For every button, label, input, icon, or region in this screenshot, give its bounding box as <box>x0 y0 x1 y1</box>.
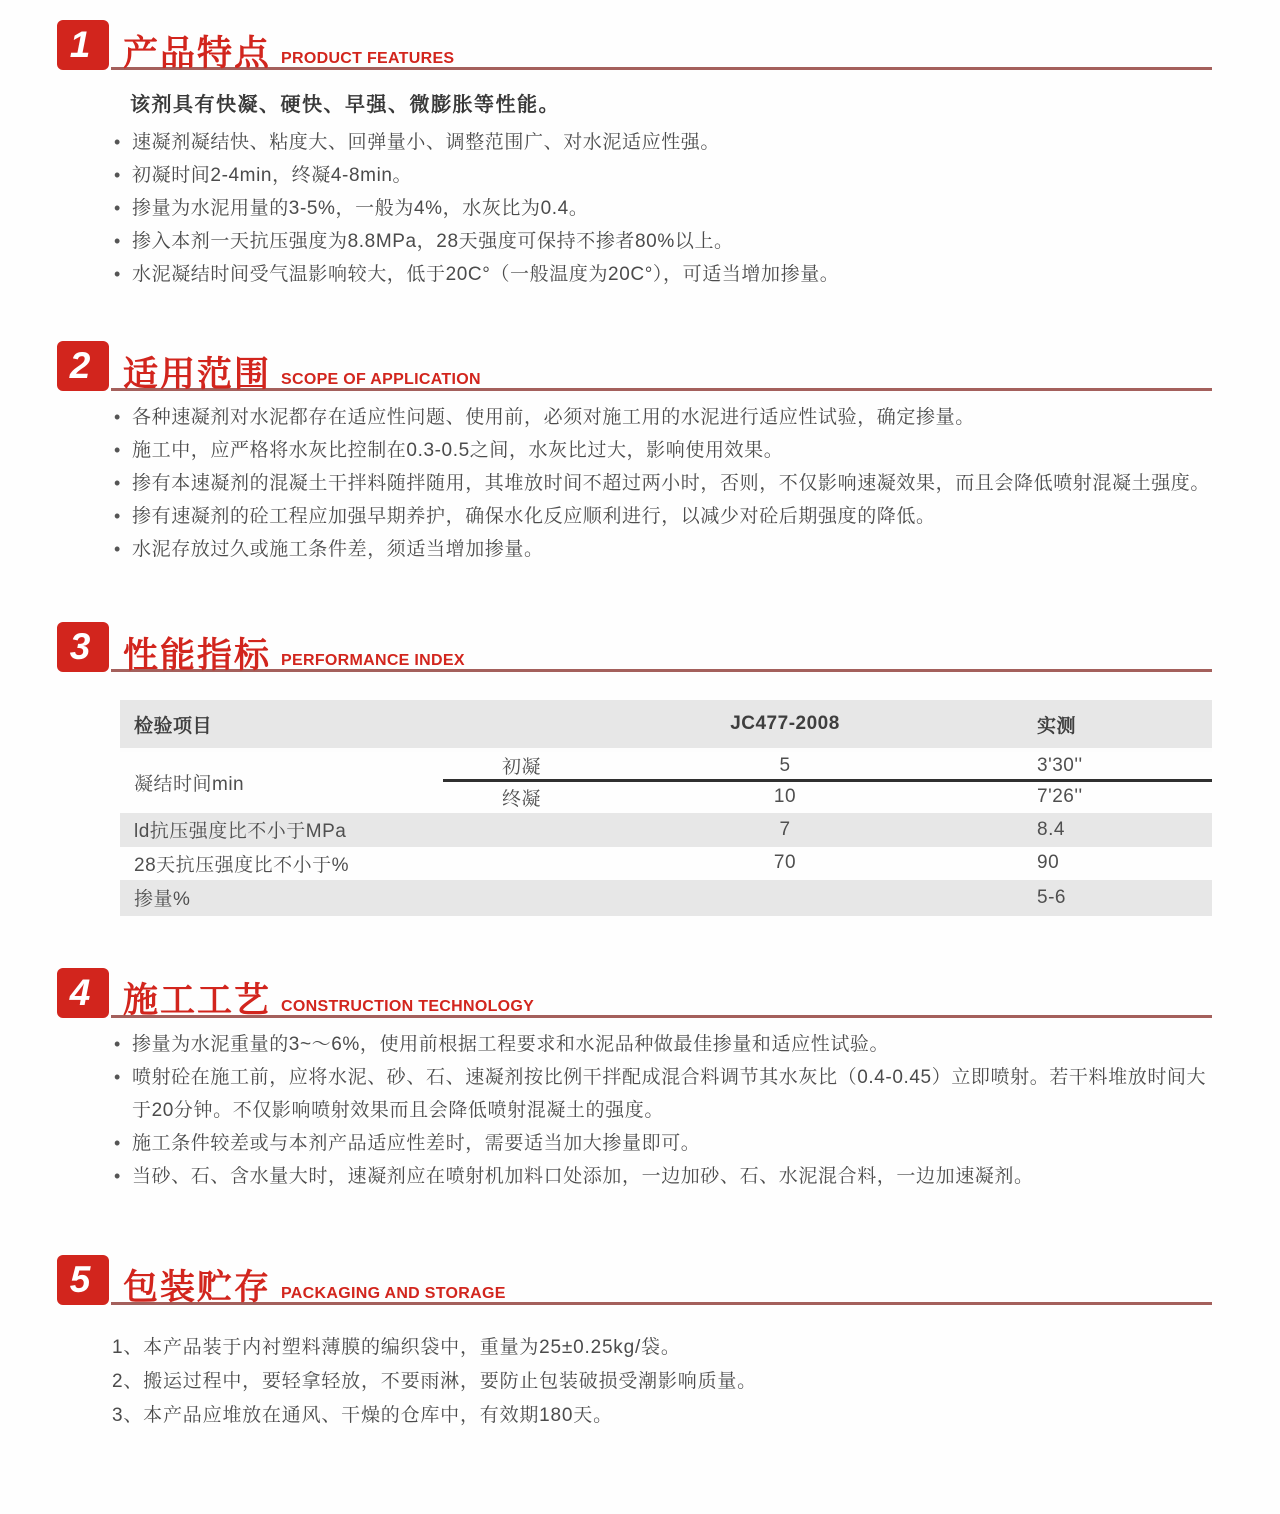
features-intro-text: 该剂具有快凝、硬快、早强、微膨胀等性能。 <box>130 94 560 116</box>
col-header-measured: 实测 <box>970 700 1212 750</box>
cell-measured-value: 8.4 <box>1037 818 1065 840</box>
section-title-1 <box>123 33 455 73</box>
section-title-en: SCOPE OF APPLICATION <box>281 371 481 388</box>
cell-sub-label: 终凝 <box>443 781 600 813</box>
cell-standard-value: 10 <box>600 781 970 813</box>
cell-row-label: ld抗压强度比不小于MPa <box>134 821 347 842</box>
packaging-numbered-list <box>112 1331 1212 1433</box>
cell-row-label: 掺量% <box>134 889 191 910</box>
bullet-item: • 水泥凝结时间受气温影响较大，低于20C°（一般温度为20C°），可适当增加掺量。 <box>112 258 1212 291</box>
col-header-empty <box>443 700 600 750</box>
table-row-dosage <box>120 880 1212 916</box>
section-packaging-storage <box>0 1255 1280 1433</box>
section-title-cn: 施工工艺 <box>123 981 272 1021</box>
table-row-1d-strength <box>120 813 1212 847</box>
numbered-item: 2、搬运过程中，要轻拿轻放，不要雨淋，要防止包装破损受潮影响质量。 <box>112 1370 757 1392</box>
bullet-item: • 当砂、石、含水量大时，速凝剂应在喷射机加料口处添加，一边加砂、石、水泥混合料，一边加速凝剂。 <box>112 1160 1212 1193</box>
section-title-en: PERFORMANCE INDEX <box>281 652 465 669</box>
section-scope-of-application <box>0 341 1280 566</box>
section-title-en: CONSTRUCTION TECHNOLOGY <box>281 997 535 1015</box>
cell-row-label: 28天抗压强度比不小于% <box>134 854 350 876</box>
bullet-item: • 掺入本剂一天抗压强度为8.8MPa，28天强度可保持不掺者80%以上。 <box>112 225 1212 258</box>
bullet-item: • 初凝时间2-4min，终凝4-8min。 <box>112 159 1212 192</box>
bullet-item: • 水泥存放过久或施工条件差，须适当增加掺量。 <box>112 533 1212 566</box>
cell-measured-value: 7'26'' <box>970 781 1212 813</box>
numbered-item: 1、本产品装于内衬塑料薄膜的编织袋中，重量为25±0.25kg/袋。 <box>112 1336 681 1358</box>
bullet-item: • 速凝剂凝结快、粘度大、回弹量小、调整范围广、对水泥适应性强。 <box>112 126 1212 159</box>
cell-setting-time-label: 凝结时间min <box>134 773 245 795</box>
section-number-badge: 5 <box>57 1255 109 1305</box>
section-title-en: PACKAGING AND STORAGE <box>281 1284 506 1302</box>
section-title-3 <box>123 635 465 675</box>
table-row-28d-strength <box>120 847 1212 880</box>
section-title-cn: 适用范围 <box>123 354 272 394</box>
performance-index-table <box>120 700 1212 916</box>
section-title-4 <box>123 981 535 1021</box>
section-title-en: PRODUCT FEATURES <box>281 50 455 67</box>
section-number-badge: 3 <box>57 622 109 672</box>
section-title-cn: 性能指标 <box>123 635 272 675</box>
section-header-4 <box>57 968 1212 1021</box>
cell-standard-value: 5 <box>779 754 791 776</box>
section-title-cn: 包装贮存 <box>123 1268 272 1308</box>
section-title-cn: 产品特点 <box>123 33 272 73</box>
bullet-item: • 各种速凝剂对水泥都存在适应性问题、使用前，必须对施工用的水泥进行适应性试验，确定掺量。 <box>112 401 1212 434</box>
cell-measured-value: 90 <box>1037 852 1060 873</box>
section-number-badge: 4 <box>57 968 109 1018</box>
cell-measured-value: 3'30'' <box>1037 754 1083 776</box>
bullet-item: • 施工条件较差或与本剂产品适应性差时，需要适当加大掺量即可。 <box>112 1127 1212 1160</box>
cell-standard-value: 7 <box>779 818 791 840</box>
numbered-item: 3、本产品应堆放在通风、干燥的仓库中，有效期180天。 <box>112 1404 613 1426</box>
section-number-badge: 1 <box>57 20 109 70</box>
bullet-item: • 掺有速凝剂的砼工程应加强早期养护，确保水化反应顺利进行，以减少对砼后期强度的降低。 <box>112 500 1212 533</box>
features-bullet-list <box>112 126 1212 291</box>
section-header-5 <box>57 1255 1212 1308</box>
cell-standard-value: 70 <box>773 852 797 873</box>
bullet-item: • 喷射砼在施工前，应将水泥、砂、石、速凝剂按比例干拌配成混合料调节其水灰比（0.4-0.45）立即喷射。若干料堆放时间大于20分钟。不仅影响喷射效果而且会降低喷射混凝土的强度。 <box>112 1061 1212 1127</box>
section-number-badge: 2 <box>57 341 109 391</box>
bullet-item: • 掺量为水泥用量的3-5%，一般为4%，水灰比为0.4。 <box>112 192 1212 225</box>
section-performance-index <box>0 622 1280 916</box>
section-header-3 <box>57 622 1212 675</box>
bullet-item: • 掺有本速凝剂的混凝土干拌料随拌随用，其堆放时间不超过两小时，否则，不仅影响速凝效果，而且会降低喷射混凝土强度。 <box>112 467 1212 500</box>
table-header-row <box>120 700 1212 750</box>
cell-sub-label: 初凝 <box>501 757 541 778</box>
construction-bullet-list <box>112 1028 1212 1193</box>
section-header-1 <box>57 20 1212 73</box>
section-header-2 <box>57 341 1212 394</box>
section-title-2 <box>123 354 481 394</box>
bullet-item: • 掺量为水泥重量的3~～6%，使用前根据工程要求和水泥品种做最佳掺量和适应性试验。 <box>112 1028 1212 1061</box>
cell-standard-value <box>600 880 970 916</box>
col-header-standard: JC477-2008 <box>600 700 970 750</box>
scope-bullet-list <box>112 401 1212 566</box>
section-construction-technology <box>0 968 1280 1193</box>
col-header-test-item: 检验项目 <box>120 700 443 750</box>
bullet-item: • 施工中，应严格将水灰比控制在0.3-0.5之间，水灰比过大，影响使用效果。 <box>112 434 1212 467</box>
section-product-features <box>0 20 1280 291</box>
cell-measured-value: 5-6 <box>1037 886 1066 908</box>
section-title-5 <box>123 1268 506 1308</box>
table-row-initial-setting <box>120 750 1212 781</box>
